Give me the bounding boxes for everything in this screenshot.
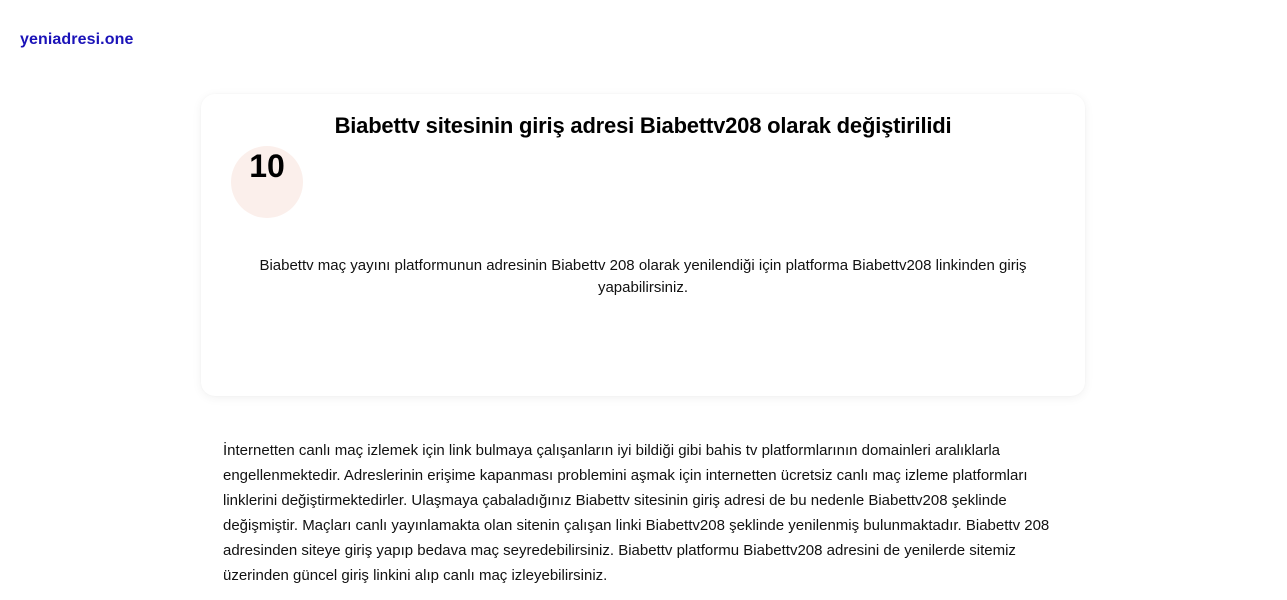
card-title: Biabettv sitesinin giriş adresi Biabettv208 olarak değiştirilidi: [334, 113, 952, 138]
score-number: 10: [249, 148, 285, 184]
article-paragraph: İnternetten canlı maç izlemek için link bulmaya çalışanların iyi bildiği gibi bahis tv platformlarının domainleri aralıklarla engellenmektedir. Adreslerinin erişime kapanması problemini aşmak için internetten ücretsiz canlı maç izleme platformları linklerini değiştirmektedirler. Ulaşmaya çabaladığınız Biabettv sitesinin giriş adresi de bu nedenle Biabettv208 şeklinde değişmiştir. Maçları canlı yayınlamakta olan sitenin çalışan linki Biabettv208 şeklinde yenilenmiş bulunmaktadır. Biabettv 208 adresinden siteye giriş yapıp bedava maç seyredebilirsiniz. Biabettv platformu Biabettv208 adresini de yenilerde sitemiz üzerinden güncel giriş linkini alıp canlı maç izleyebilirsiniz.: [223, 442, 1050, 584]
site-logo-link[interactable]: yeniadresi.one: [20, 31, 134, 48]
info-card: [201, 94, 1085, 396]
card-description: Biabettv maç yayını platformunun adresinin Biabettv 208 olarak yenilendiği için platforma Biabettv208 linkinden giriş yapabilirsiniz.: [259, 257, 1027, 296]
